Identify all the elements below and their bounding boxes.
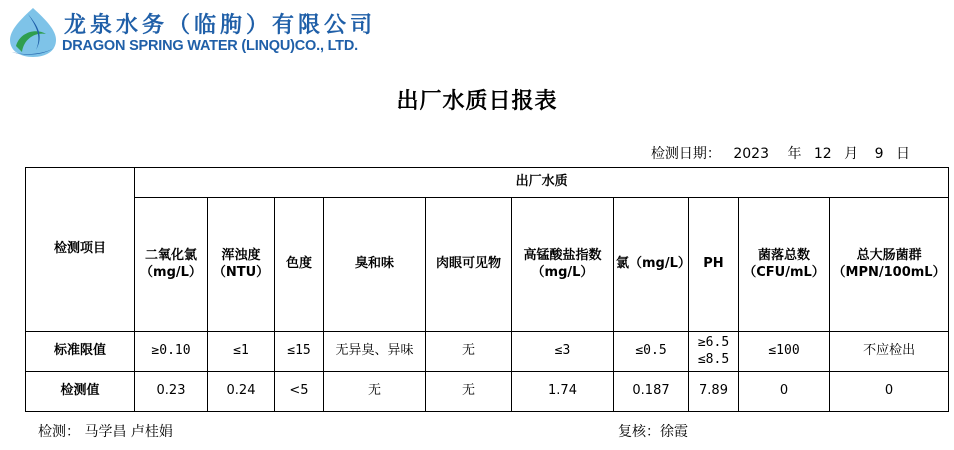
date-label: 检测日期： [650,146,721,162]
water-quality-table [25,167,949,412]
table-row-measured [26,372,949,412]
column-header: 高锰酸盐指数（mg/L） [512,198,614,332]
column-header: 浑浊度（NTU） [208,198,275,332]
date-day: 9 [874,146,884,162]
company-name-en: DRAGON SPRING WATER (LINQU)CO., LTD. [62,38,358,54]
table-column-header-row [26,198,949,332]
date-month-unit: 月 [844,146,859,162]
date-day-unit: 日 [896,146,910,162]
date-month: 12 [813,146,832,162]
inspector-signature: 检测： 马学昌 卢桂娟 [38,424,173,440]
measured-cell: 0 [830,372,949,412]
report-title: 出厂水质日报表 [396,89,558,114]
measured-cell: 无 [324,372,426,412]
column-header: 菌落总数（CFU/mL） [739,198,830,332]
measured-cell: 7.89 [689,372,739,412]
row-label-measured: 检测值 [26,372,135,412]
measured-cell: 0.187 [614,372,689,412]
measured-cell: 0.23 [135,372,208,412]
column-header: 二氧化氯（mg/L） [135,198,208,332]
date-year: 2023 [733,146,769,162]
inspection-date [651,143,910,163]
measured-cell: 1.74 [512,372,614,412]
standard-cell: 无 [426,332,512,372]
date-year-unit: 年 [787,146,802,162]
company-name-cn: 龙泉水务（临朐）有限公司 [64,12,377,38]
standard-cell: ≥0.10 [135,332,208,372]
standard-cell: ≤1 [208,332,275,372]
measured-cell: <5 [275,372,324,412]
column-header: PH [689,198,739,332]
company-logo-icon [6,6,60,58]
column-header: 总大肠菌群（MPN/100mL） [830,198,949,332]
column-header: 肉眼可见物 [426,198,512,332]
standard-cell: ≤15 [275,332,324,372]
reviewer-signature: 复核：徐霞 [618,424,688,440]
table-row-standard [26,332,949,372]
column-header: 色度 [275,198,324,332]
standard-cell: ≤0.5 [614,332,689,372]
column-header: 氯（mg/L） [614,198,689,332]
table-group-header-row [26,168,949,198]
group-header-cell: 出厂水质 [135,168,949,198]
column-header: 臭和味 [324,198,426,332]
standard-cell: ≤3 [512,332,614,372]
standard-cell: ≤100 [739,332,830,372]
standard-cell: 不应检出 [830,332,949,372]
standard-cell: 无异臭、异味 [324,332,426,372]
item-header-cell: 检测项目 [26,168,135,332]
row-label-standard: 标准限值 [26,332,135,372]
measured-cell: 无 [426,372,512,412]
measured-cell: 0.24 [208,372,275,412]
standard-cell: ≥6.5 ≤8.5 [689,332,739,372]
measured-cell: 0 [739,372,830,412]
